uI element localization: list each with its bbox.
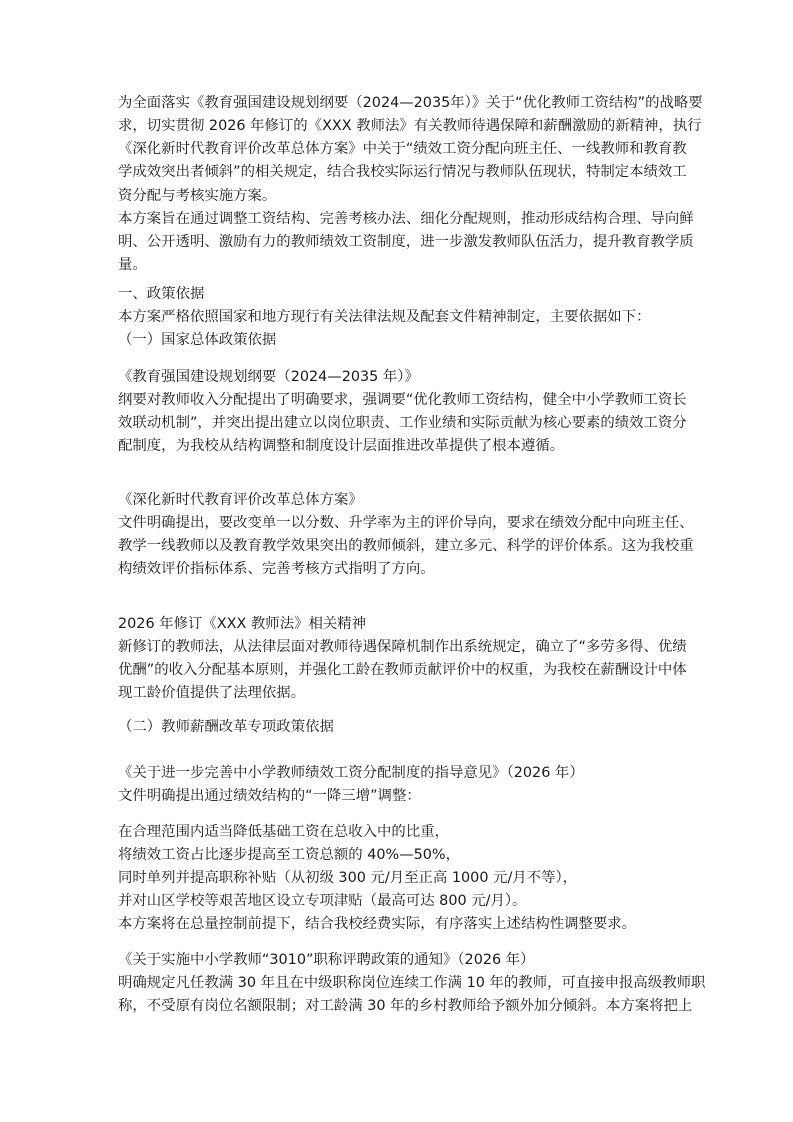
body-line: 新修订的教师法，从法律层面对教师待遇保障机制作出系统规定，确立了“多劳多得、优绩 (118, 639, 687, 655)
list-item: 同时单列并提高职称补贴（从初级 300 元/月至正高 1000 元/月不等）， (118, 870, 578, 886)
list-item: 将绩效工资占比逐步提高至工资总额的 40%—50%， (118, 847, 460, 863)
intro-line: 本方案旨在通过调整工资结构、完善考核办法、细化分配规则，推动形成结构合理、导向鲜 (118, 211, 694, 227)
body-line: 教学一线教师以及教育教学效果突出的教师倾斜，建立多元、科学的评价体系。这为我校重 (118, 538, 694, 554)
body-line: 称，不受原有岗位名额限制；对工龄满 30 年的乡村教师给予额外加分倾斜。本方案将把上 (118, 998, 693, 1014)
subsection-heading: （二）教师薪酬改革专项政策依据 (118, 719, 334, 735)
body-line: 配制度，为我校从结构调整和制度设计层面推进改革提供了根本遵循。 (118, 438, 565, 454)
intro-line: 量。 (118, 257, 147, 273)
body-line: 本方案将在总量控制前提下，结合我校经费实际，有序落实上述结构性调整要求。 (118, 916, 637, 932)
list-item: 并对山区学校等艰苦地区设立专项津贴（最高可达 800 元/月）。 (118, 893, 527, 909)
body-line: 效联动机制”，并突出提出建立以岗位职责、工作业绩和实际贡献为核心要素的绩效工资分 (118, 415, 687, 431)
body-line: 文件明确提出，要改变单一以分数、升学率为主的评价导向，要求在绩效分配中向班主任、 (118, 515, 694, 531)
intro-line: 为全面落实《教育强国建设规划纲要（2024—2035年）》关于“优化教师工资结构”的战略要 (118, 95, 703, 111)
document-title: 《深化新时代教育评价改革总体方案》 (118, 492, 363, 508)
section-lead: 本方案严格依照国家和地方现行有关法律法规及配套文件精神制定，主要依据如下： (118, 309, 651, 325)
document-title: 《教育强国建设规划纲要（2024—2035 年）》 (118, 369, 419, 385)
intro-line: 求，切实贯彻 2026 年修订的《XXX 教师法》有关教师待遇保障和薪酬激励的新精神，执行 (118, 118, 702, 134)
body-line: 现工龄价值提供了法理依据。 (118, 685, 306, 701)
intro-line: 明、公开透明、激励有力的教师绩效工资制度，进一步激发教师队伍活力，提升教育教学质 (118, 234, 694, 250)
section-heading: 一、政策依据 (118, 286, 205, 302)
body-line: 纲要对教师收入分配提出了明确要求，强调要“优化教师工资结构，健全中小学教师工资长 (118, 392, 687, 408)
list-item: 在合理范围内适当降低基础工资在总收入中的比重， (118, 824, 449, 840)
document-title: 2026 年修订《XXX 教师法》相关精神 (118, 616, 367, 632)
document-title: 《关于进一步完善中小学教师绩效工资分配制度的指导意见》（2026 年） (118, 765, 584, 781)
subsection-heading: （一）国家总体政策依据 (118, 332, 277, 348)
body-line: 文件明确提出通过绩效结构的“一降三增”调整： (118, 788, 421, 804)
body-line: 明确规定凡任教满 30 年且在中级职称岗位连续工作满 10 年的教师，可直接申报高级教师职 (118, 975, 706, 991)
intro-line: 学成效突出者倾斜”的相关规定，结合我校实际运行情况与教师队伍现状，特制定本绩效工 (118, 164, 687, 180)
intro-line: 资分配与考核实施方案。 (118, 188, 277, 204)
intro-line: 《深化新时代教育评价改革总体方案》中关于“绩效工资分配向班主任、一线教师和教育教 (118, 141, 687, 157)
document-title: 《关于实施中小学教师“3010”职称评聘政策的通知》（2026 年） (118, 952, 535, 968)
body-line: 构绩效评价指标体系、完善考核方式指明了方向。 (118, 561, 435, 577)
body-line: 优酬”的收入分配基本原则，并强化工龄在教师贡献评价中的权重，为我校在薪酬设计中体 (118, 662, 687, 678)
